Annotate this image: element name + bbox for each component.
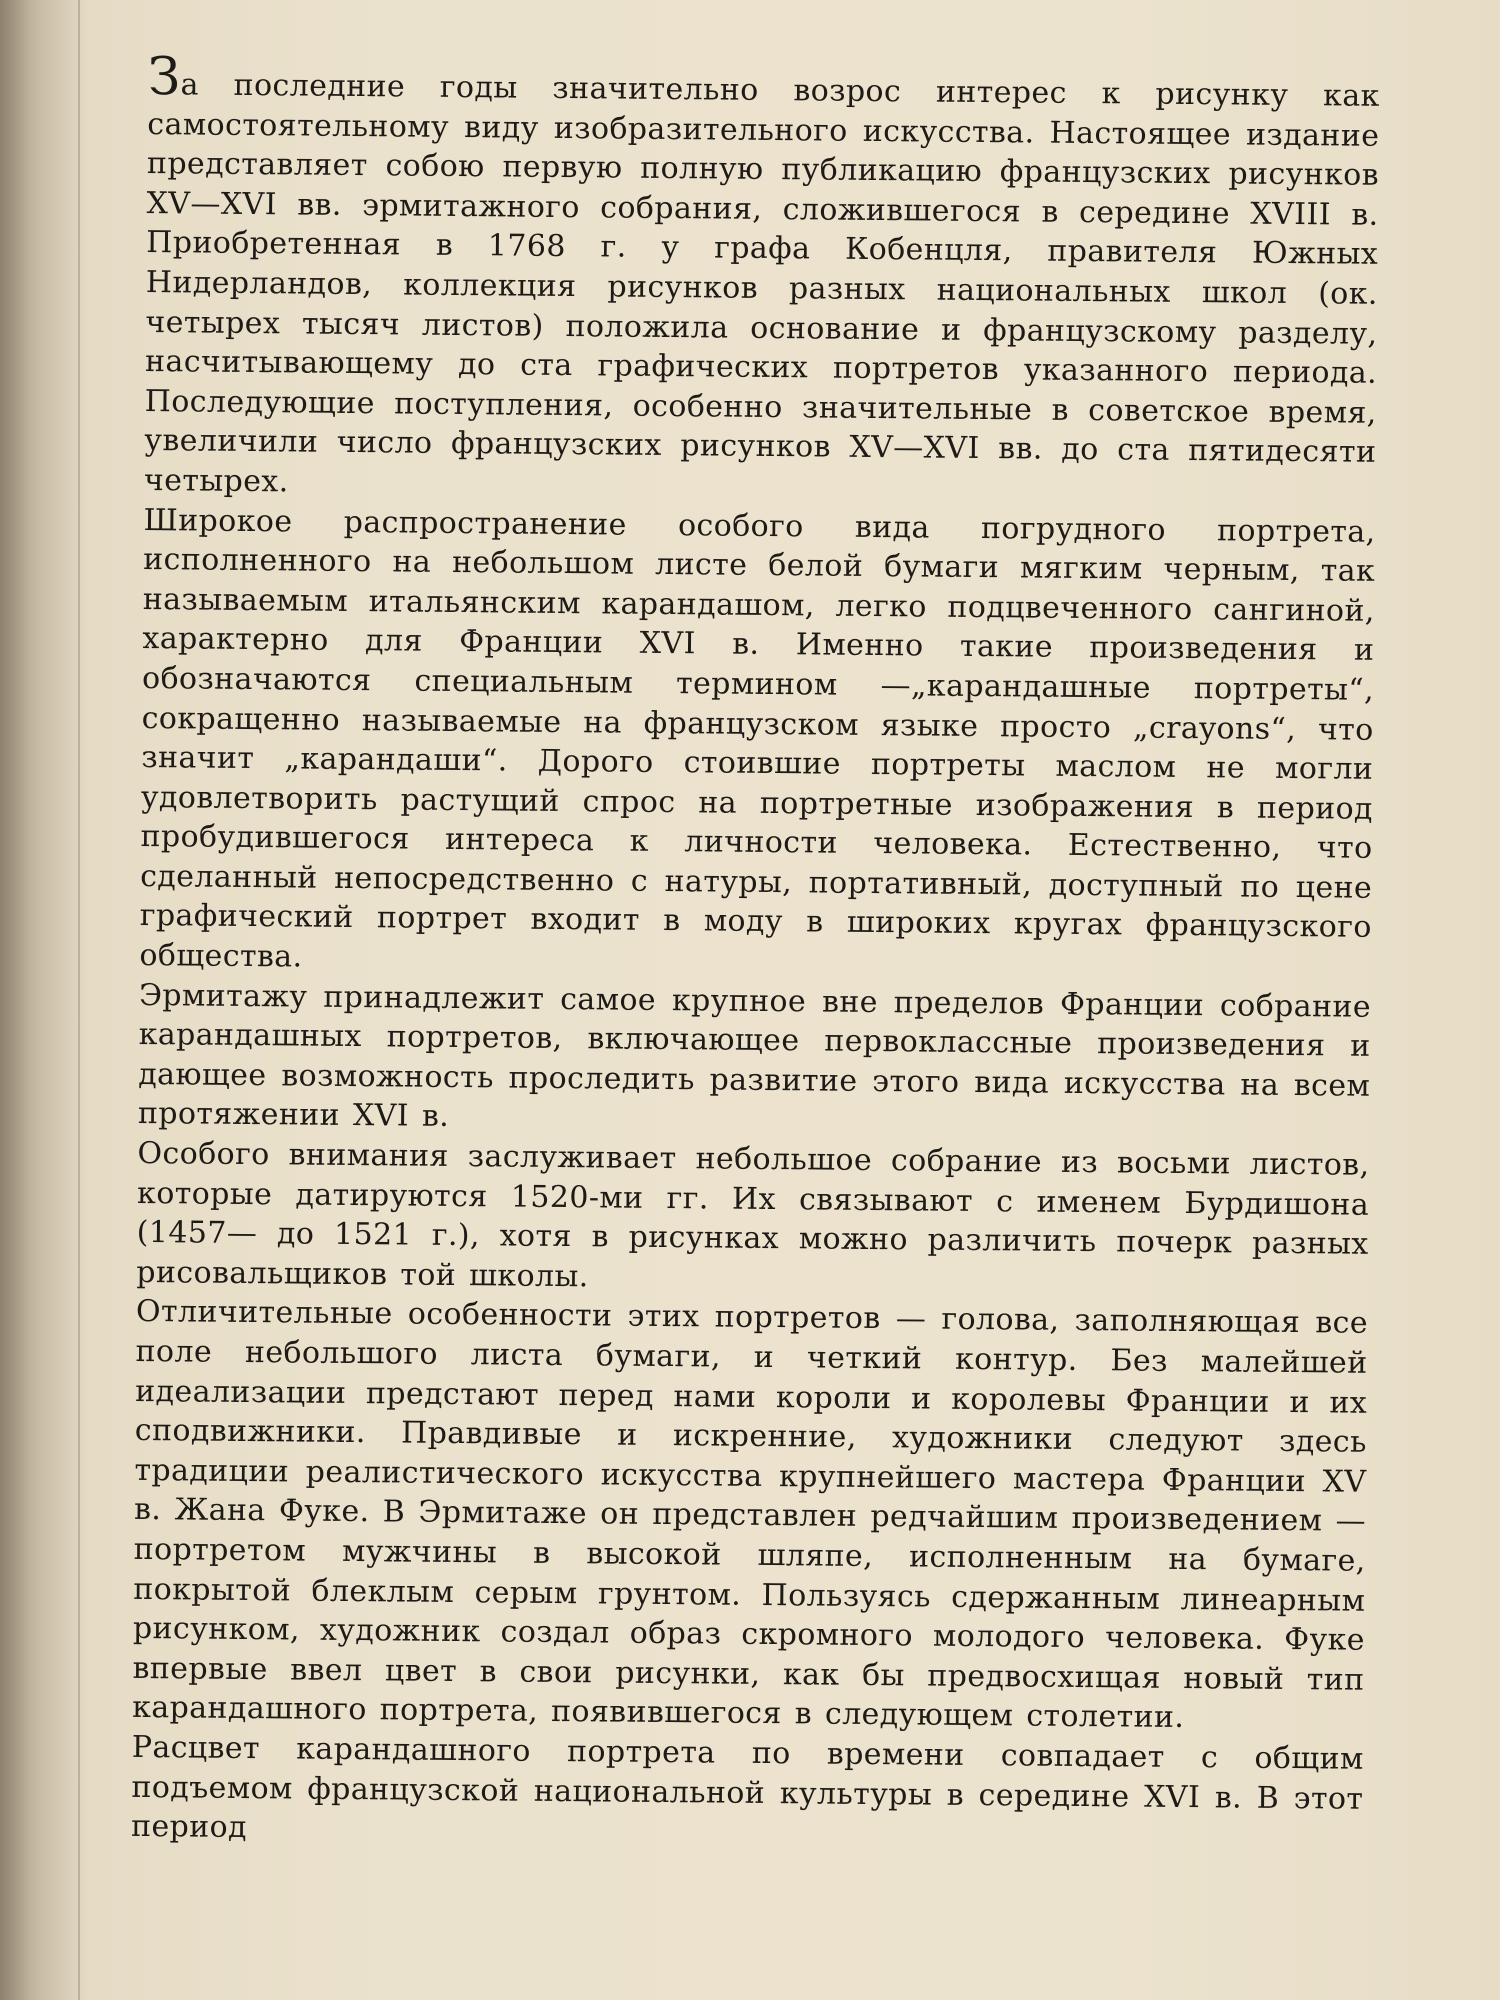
paragraph-1	[143, 47, 1380, 512]
paragraph-6: Расцвет карандашного портрета по времени совпадает с общим подъемом французской национальной культуры в середине XVI в. В этот период	[130, 1729, 1364, 1846]
paragraph-5: Отличительные особенности этих портретов — голова, заполняющая все поле небольшого листа бумаги, и четкий контур. Без малейшей идеализации предстают перед нами короли и королевы Франции и их сподвижники. Правдивые и искренние, художники следуют здесь традиции реалистического искусства крупнейшего мастера Франции XV в. Жана Фуке. В Эрмитаже он представлен редчайшим произведением — портретом мужчины в высокой шляпе, исполненным на бумаге, покрытой блеклым серым грунтом. Пользуясь сдержанным линеарным рисунком, художник создал образ скромного молодого человека. Фуке впервые ввел цвет в свои рисунки, как бы предвосхищая новый тип карандашного портрета, появившегося в следующем столетии.	[132, 1294, 1369, 1736]
paragraph-2: Широкое распространение особого вида погрудного портрета, исполненного на небольшом листе белой бумаги мягким черным, так называемым итальянским карандашом, легко подцвеченного сангиной, характерно для Франции XVI в. Именно такие произведения и обозначаются специальным термином —„карандашные портреты“, сокращенно называемые на французском языке просто „crayons“, что значит „карандаши“. Дорого стоившие портреты маслом не могли удовлетворить растущий спрос на портретные изображения в период пробудившегося интереса к личности человека. Естественно, что сделанный непосредственно с натуры, портативный, доступный по цене графический портрет входит в моду в широких кругах французского общества.	[139, 502, 1376, 975]
page-fold-shadow	[0, 0, 90, 2000]
paragraph-3: Эрмитажу принадлежит самое крупное вне пределов Франции собрание карандашных портретов, включающее первоклассные произведения и дающее возможность проследить развитие этого вида искусства на всем протяжении XVI в.	[137, 977, 1372, 1135]
paragraph-4: Особого внимания заслуживает небольшое собрание из восьми листов, которые датируются 1520-ми гг. Их связывают с именем Бурдишона (1457— до 1521 г.), хотя в рисунках можно различить почерк разных рисовальщиков той школы.	[136, 1135, 1370, 1295]
paragraph-1-text: а последние годы значительно возрос интерес к рисунку как самостоятельному виду изобразительного искусства. Настоящее издание представляет собою первую полную публикацию французских рисунков XV—XVI вв. эрмитажного собрания, сложившегося в середине XVIII в. Приобретенная в 1768 г. у графа Кобенцля, правителя Южных Нидерландов, коллекция рисунков разных национальных школ (ок. четырех тысяч листов) положила основание и французскому разделу, насчитывающему до ста графических портретов указанного периода. Последующие поступления, особенно значительные в советское время, увеличили число французских рисунков XV—XVI вв. до ста пятидесяти четырех.	[143, 67, 1380, 500]
drop-cap: З	[147, 47, 181, 108]
body-text	[130, 47, 1380, 1858]
page-crease	[78, 0, 80, 2000]
